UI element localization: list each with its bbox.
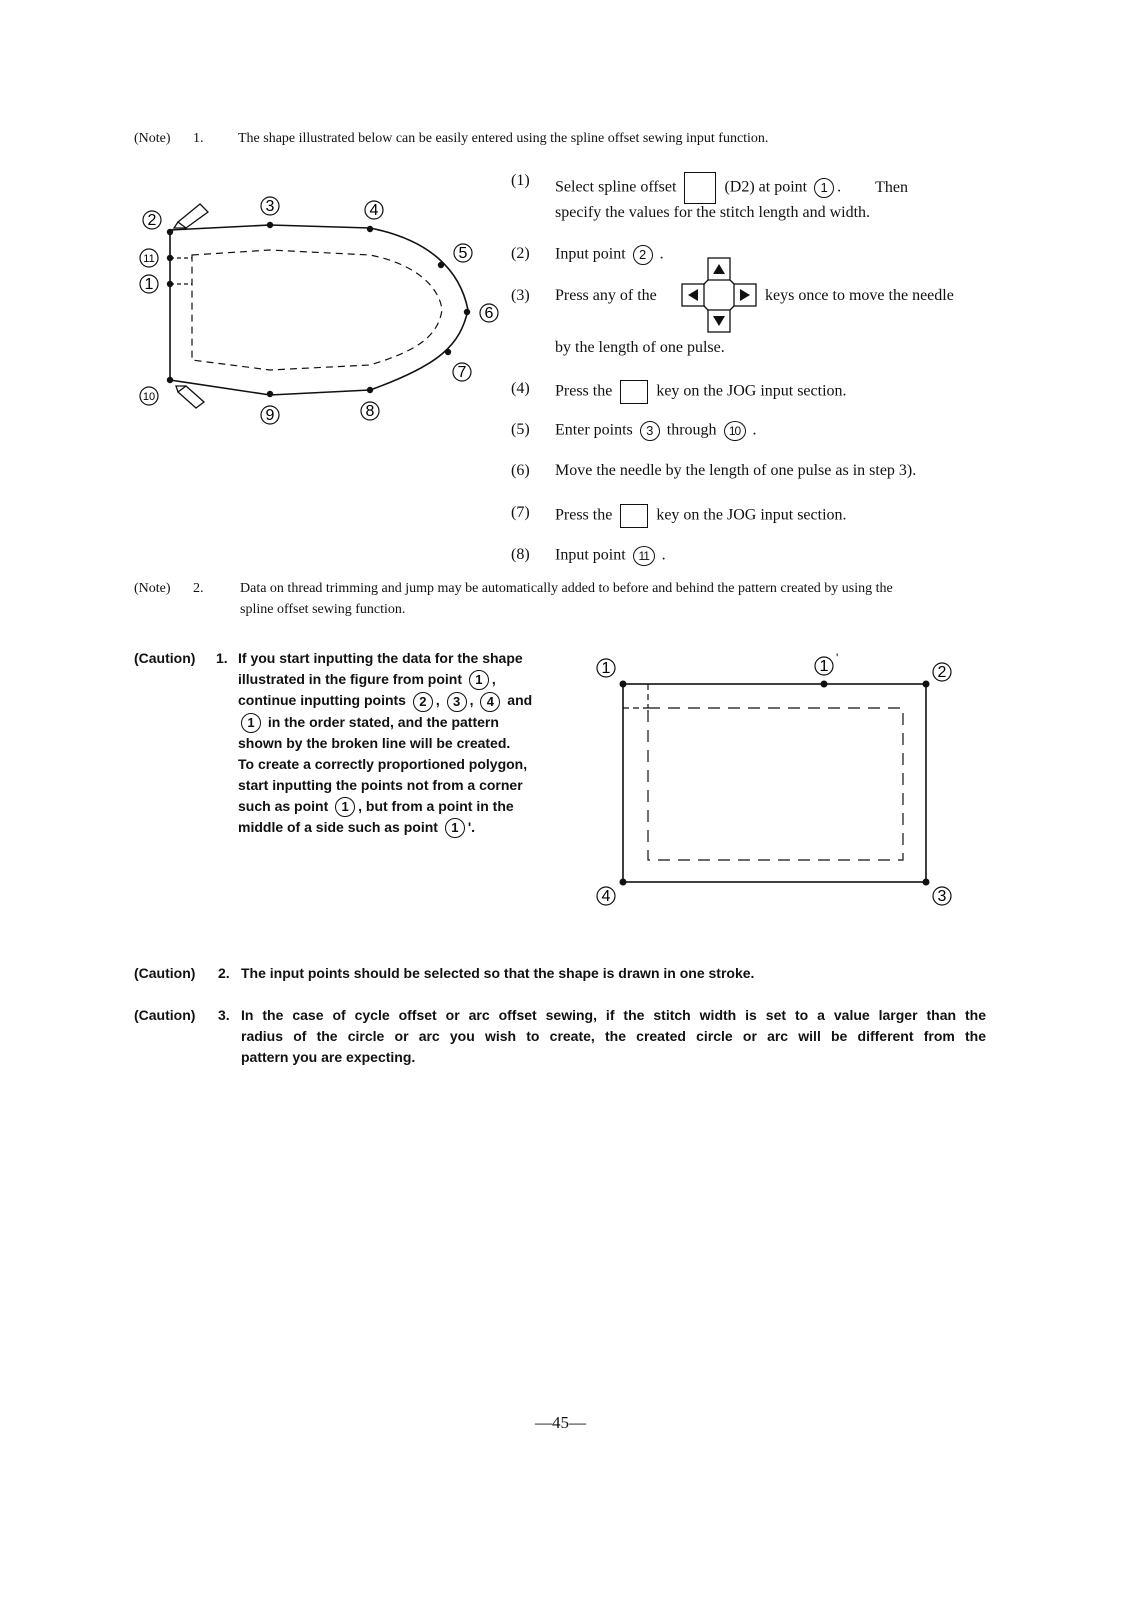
point-3 <box>267 222 273 228</box>
rect-label-2: 2 <box>937 664 947 681</box>
label-5: 5 <box>458 245 468 262</box>
point-4 <box>367 226 373 232</box>
step-2-text: Input point 2 . <box>555 245 664 265</box>
down-arrow-icon <box>713 316 725 326</box>
page-number: —45— <box>535 1413 586 1432</box>
caution1-number: 1. <box>216 650 228 666</box>
note1-number: 1. <box>193 131 204 146</box>
step-1-line2: specify the values for the stitch length and width. <box>555 204 871 221</box>
point-9 <box>267 391 273 397</box>
label-11: 11 <box>143 253 155 265</box>
step-7-number: (7) <box>511 504 530 521</box>
label-10: 10 <box>142 391 156 403</box>
label-2: 2 <box>147 212 157 229</box>
rect-point-3 <box>923 879 930 886</box>
spline-offset-icon <box>684 172 716 204</box>
step-6-number: (6) <box>511 462 530 479</box>
point-10 <box>167 377 173 383</box>
step-3-line2: by the length of one pulse. <box>555 339 725 356</box>
step-8-text: Input point 11 . <box>555 546 666 566</box>
solid-outline <box>170 225 468 395</box>
pen-up-icon <box>176 386 204 408</box>
point-7 <box>445 349 451 355</box>
label-8: 8 <box>365 403 375 420</box>
arrow-keys-icon <box>680 256 760 334</box>
left-arrow-icon <box>688 289 698 301</box>
caution1-label: (Caution) <box>134 650 196 666</box>
dashed-outline <box>192 250 442 370</box>
caution1-text: If you start inputting the data for the shape illustrated in the figure from point 1 , continue inputting points 2 , 3 , 4 and 1 in the order stated, and the pattern shown by the broken line will be created. To create a correctly proportioned polygon, start inputting the points not from a corner such as point 1 , but from a point in the middle of a side such as point 1 '. <box>238 648 563 838</box>
rect-label-1: 1 <box>601 660 611 677</box>
jog-key-icon <box>620 504 648 528</box>
step-3-pre: Press any of the <box>555 287 657 304</box>
note1-label: (Note) <box>134 131 171 146</box>
rect-label-4: 4 <box>601 888 611 905</box>
caution3-label: (Caution) <box>134 1007 196 1023</box>
label-7: 7 <box>457 364 467 381</box>
right-arrow-icon <box>740 289 750 301</box>
note1-text: The shape illustrated below can be easily entered using the spline offset sewing input function. <box>238 131 769 146</box>
label-4: 4 <box>369 202 379 219</box>
rectangle-figure <box>590 650 970 915</box>
rectangle-dashed-outline <box>648 708 903 860</box>
step-5-number: (5) <box>511 421 530 438</box>
note2-line2: spline offset sewing function. <box>240 602 406 617</box>
step-4-text: Press the key on the JOG input section. <box>555 380 847 404</box>
label-1: 1 <box>144 276 154 293</box>
rect-point-1 <box>620 681 627 688</box>
rect-label-1-prime: 1 <box>819 658 829 675</box>
point-5 <box>438 262 444 268</box>
point-1 <box>167 281 173 287</box>
rect-point-2 <box>923 681 930 688</box>
point-2 <box>167 229 173 235</box>
caution3-text: In the case of cycle offset or arc offset sewing, if the stitch width is set to a value larger than the radius of the circle or arc you wish to create, the created circle or arc will be different from the pattern you are expecting. <box>241 1007 986 1065</box>
caution2-number: 2. <box>218 965 230 981</box>
jog-key-icon <box>620 380 648 404</box>
point-6 <box>464 309 470 315</box>
label-3: 3 <box>265 198 275 215</box>
step-1-text: Select spline offset (D2) at point 1 . Then <box>555 172 908 204</box>
step-3-number: (3) <box>511 287 530 304</box>
rect-point-4 <box>620 879 627 886</box>
point-ref-1: 1 <box>814 178 834 198</box>
step-2-number: (2) <box>511 245 530 262</box>
note2-label: (Note) <box>134 581 171 596</box>
step-3-post: keys once to move the needle <box>765 287 954 304</box>
note2-number: 2. <box>193 581 204 596</box>
point-8 <box>367 387 373 393</box>
label-9: 9 <box>265 407 275 424</box>
caution2-label: (Caution) <box>134 965 196 981</box>
step-4-number: (4) <box>511 380 530 397</box>
spline-offset-figure <box>130 180 510 440</box>
point-ref-10: 10 <box>724 421 746 441</box>
rect-point-1-prime <box>821 681 828 688</box>
pen-down-icon <box>174 204 208 228</box>
caution2-text: The input points should be selected so that the shape is drawn in one stroke. <box>241 965 755 981</box>
caution3-number: 3. <box>218 1007 230 1023</box>
note2-line1: Data on thread trimming and jump may be automatically added to before and behind the pattern created by using the <box>240 581 893 596</box>
rectangle-outline <box>623 684 926 882</box>
point-11 <box>167 255 173 261</box>
up-arrow-icon <box>713 264 725 274</box>
step-8-number: (8) <box>511 546 530 563</box>
svg-text:': ' <box>836 651 839 665</box>
point-ref-3: 3 <box>640 421 660 441</box>
rect-label-3: 3 <box>937 888 947 905</box>
step-1-number: (1) <box>511 172 530 189</box>
step-6-text: Move the needle by the length of one pulse as in step 3). <box>555 462 917 479</box>
point-ref-2: 2 <box>633 245 653 265</box>
step-7-text: Press the key on the JOG input section. <box>555 504 847 528</box>
label-6: 6 <box>484 305 494 322</box>
step-5-text: Enter points 3 through 10 . <box>555 421 757 441</box>
point-ref-11: 11 <box>633 546 655 566</box>
